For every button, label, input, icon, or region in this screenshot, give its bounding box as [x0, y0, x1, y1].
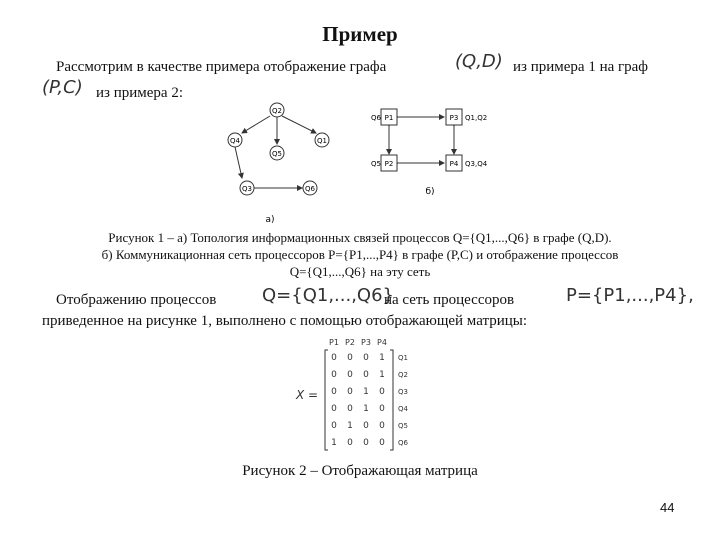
- figure-1-caption-line2: б) Коммуникационная сеть процессоров P={P1,...,P4} в графе (P,C) и отображение процессов: [101, 247, 619, 262]
- intro-math-qd: (Q,D): [455, 51, 503, 72]
- matrix-cell: 1: [331, 438, 337, 448]
- figure-1a-label: а): [265, 215, 275, 224]
- matrix-cell: 1: [347, 421, 353, 431]
- matrix-cell: 0: [347, 387, 353, 397]
- matrix-col-header: P1: [329, 338, 339, 347]
- matrix-row-label: Q6: [398, 439, 408, 447]
- matrix-cell: 0: [363, 370, 369, 380]
- matrix-cell: 0: [379, 421, 385, 431]
- matrix-cell: 0: [379, 438, 385, 448]
- matrix-row-label: Q4: [398, 405, 408, 413]
- matrix-cell: 0: [347, 370, 353, 380]
- processor-node: [446, 155, 462, 171]
- svg-text:Q2: Q2: [272, 107, 282, 115]
- para2-text-2: на сеть процессоров: [384, 292, 515, 308]
- matrix-cell: 0: [347, 438, 353, 448]
- intro-text-1: Рассмотрим в качестве примера отображение графа: [56, 59, 387, 75]
- svg-text:Q5: Q5: [272, 150, 282, 158]
- matrix-row-label: Q2: [398, 371, 408, 379]
- mapping-label: Q6: [371, 114, 381, 122]
- matrix-cell: 0: [347, 353, 353, 363]
- matrix-cell: 0: [379, 387, 385, 397]
- graph-node: [240, 181, 254, 195]
- figure-1-caption-line3: Q={Q1,...,Q6} на эту сеть: [289, 264, 431, 279]
- para2-text-3: приведенное на рисунке 1, выполнено с помощью отображающей матрицы:: [42, 313, 528, 329]
- matrix-cell: 1: [379, 370, 385, 380]
- matrix-cell: 1: [363, 387, 369, 397]
- processor-node: [446, 109, 462, 125]
- page-number: 44: [660, 500, 675, 515]
- matrix-cell: 0: [331, 370, 337, 380]
- matrix-col-header: P3: [361, 338, 371, 347]
- graph-node: [303, 181, 317, 195]
- graph-node: [270, 103, 284, 117]
- graph-node: [270, 146, 284, 160]
- matrix-cell: 0: [379, 404, 385, 414]
- matrix-cell: 0: [363, 421, 369, 431]
- figure-1b-label: б): [425, 187, 435, 197]
- mapping-label: Q3,Q4: [465, 160, 488, 168]
- matrix-cell: 0: [363, 438, 369, 448]
- matrix-row-label: Q3: [398, 388, 408, 396]
- processor-node: [381, 155, 397, 171]
- mapping-matrix: [295, 333, 425, 459]
- svg-text:P1: P1: [384, 114, 394, 122]
- matrix-col-header: P2: [345, 338, 355, 347]
- matrix-cell: 0: [347, 404, 353, 414]
- svg-text:P2: P2: [384, 160, 394, 168]
- matrix-row-label: Q1: [398, 354, 408, 362]
- figure-2-caption: Рисунок 2 – Отображающая матрица: [242, 463, 478, 479]
- svg-text:Q3: Q3: [242, 185, 252, 193]
- intro-text-2: из примера 1 на граф: [513, 59, 649, 75]
- mapping-label: Q5: [371, 160, 381, 168]
- matrix-cell: 0: [363, 353, 369, 363]
- mapping-label: Q1,Q2: [465, 114, 488, 122]
- slide-title: Пример: [322, 22, 398, 46]
- svg-text:Q1: Q1: [317, 137, 327, 145]
- para2-text-1: Отображению процессов: [56, 292, 217, 308]
- matrix-cell: 0: [331, 387, 337, 397]
- intro-text-3: из примера 2:: [96, 85, 183, 101]
- matrix-cell: 0: [331, 421, 337, 431]
- svg-text:Q6: Q6: [305, 185, 315, 193]
- matrix-cell: 0: [331, 404, 337, 414]
- graph-node: [315, 133, 329, 147]
- matrix-col-header: P4: [377, 338, 387, 347]
- para2-math-q: Q={Q1,...,Q6}: [262, 285, 395, 306]
- matrix-cell: 1: [379, 353, 385, 363]
- matrix-row-label: Q5: [398, 422, 408, 430]
- matrix-cell: 1: [363, 404, 369, 414]
- matrix-cell: 0: [331, 353, 337, 363]
- svg-text:Q4: Q4: [230, 137, 240, 145]
- matrix-label: X =: [296, 388, 319, 402]
- figure-1b-network: [370, 100, 510, 200]
- figure-1-caption-line1: Рисунок 1 – а) Топология информационных связей процессов Q={Q1,...,Q6} в графе (Q,D).: [108, 230, 612, 245]
- svg-text:P4: P4: [449, 160, 459, 168]
- processor-node: [381, 109, 397, 125]
- figure-1a-graph: [220, 96, 340, 224]
- graph-node: [228, 133, 242, 147]
- svg-text:P3: P3: [449, 114, 459, 122]
- intro-math-pc: (P,C): [42, 77, 83, 98]
- para2-math-p: P={P1,...,P4},: [566, 285, 694, 306]
